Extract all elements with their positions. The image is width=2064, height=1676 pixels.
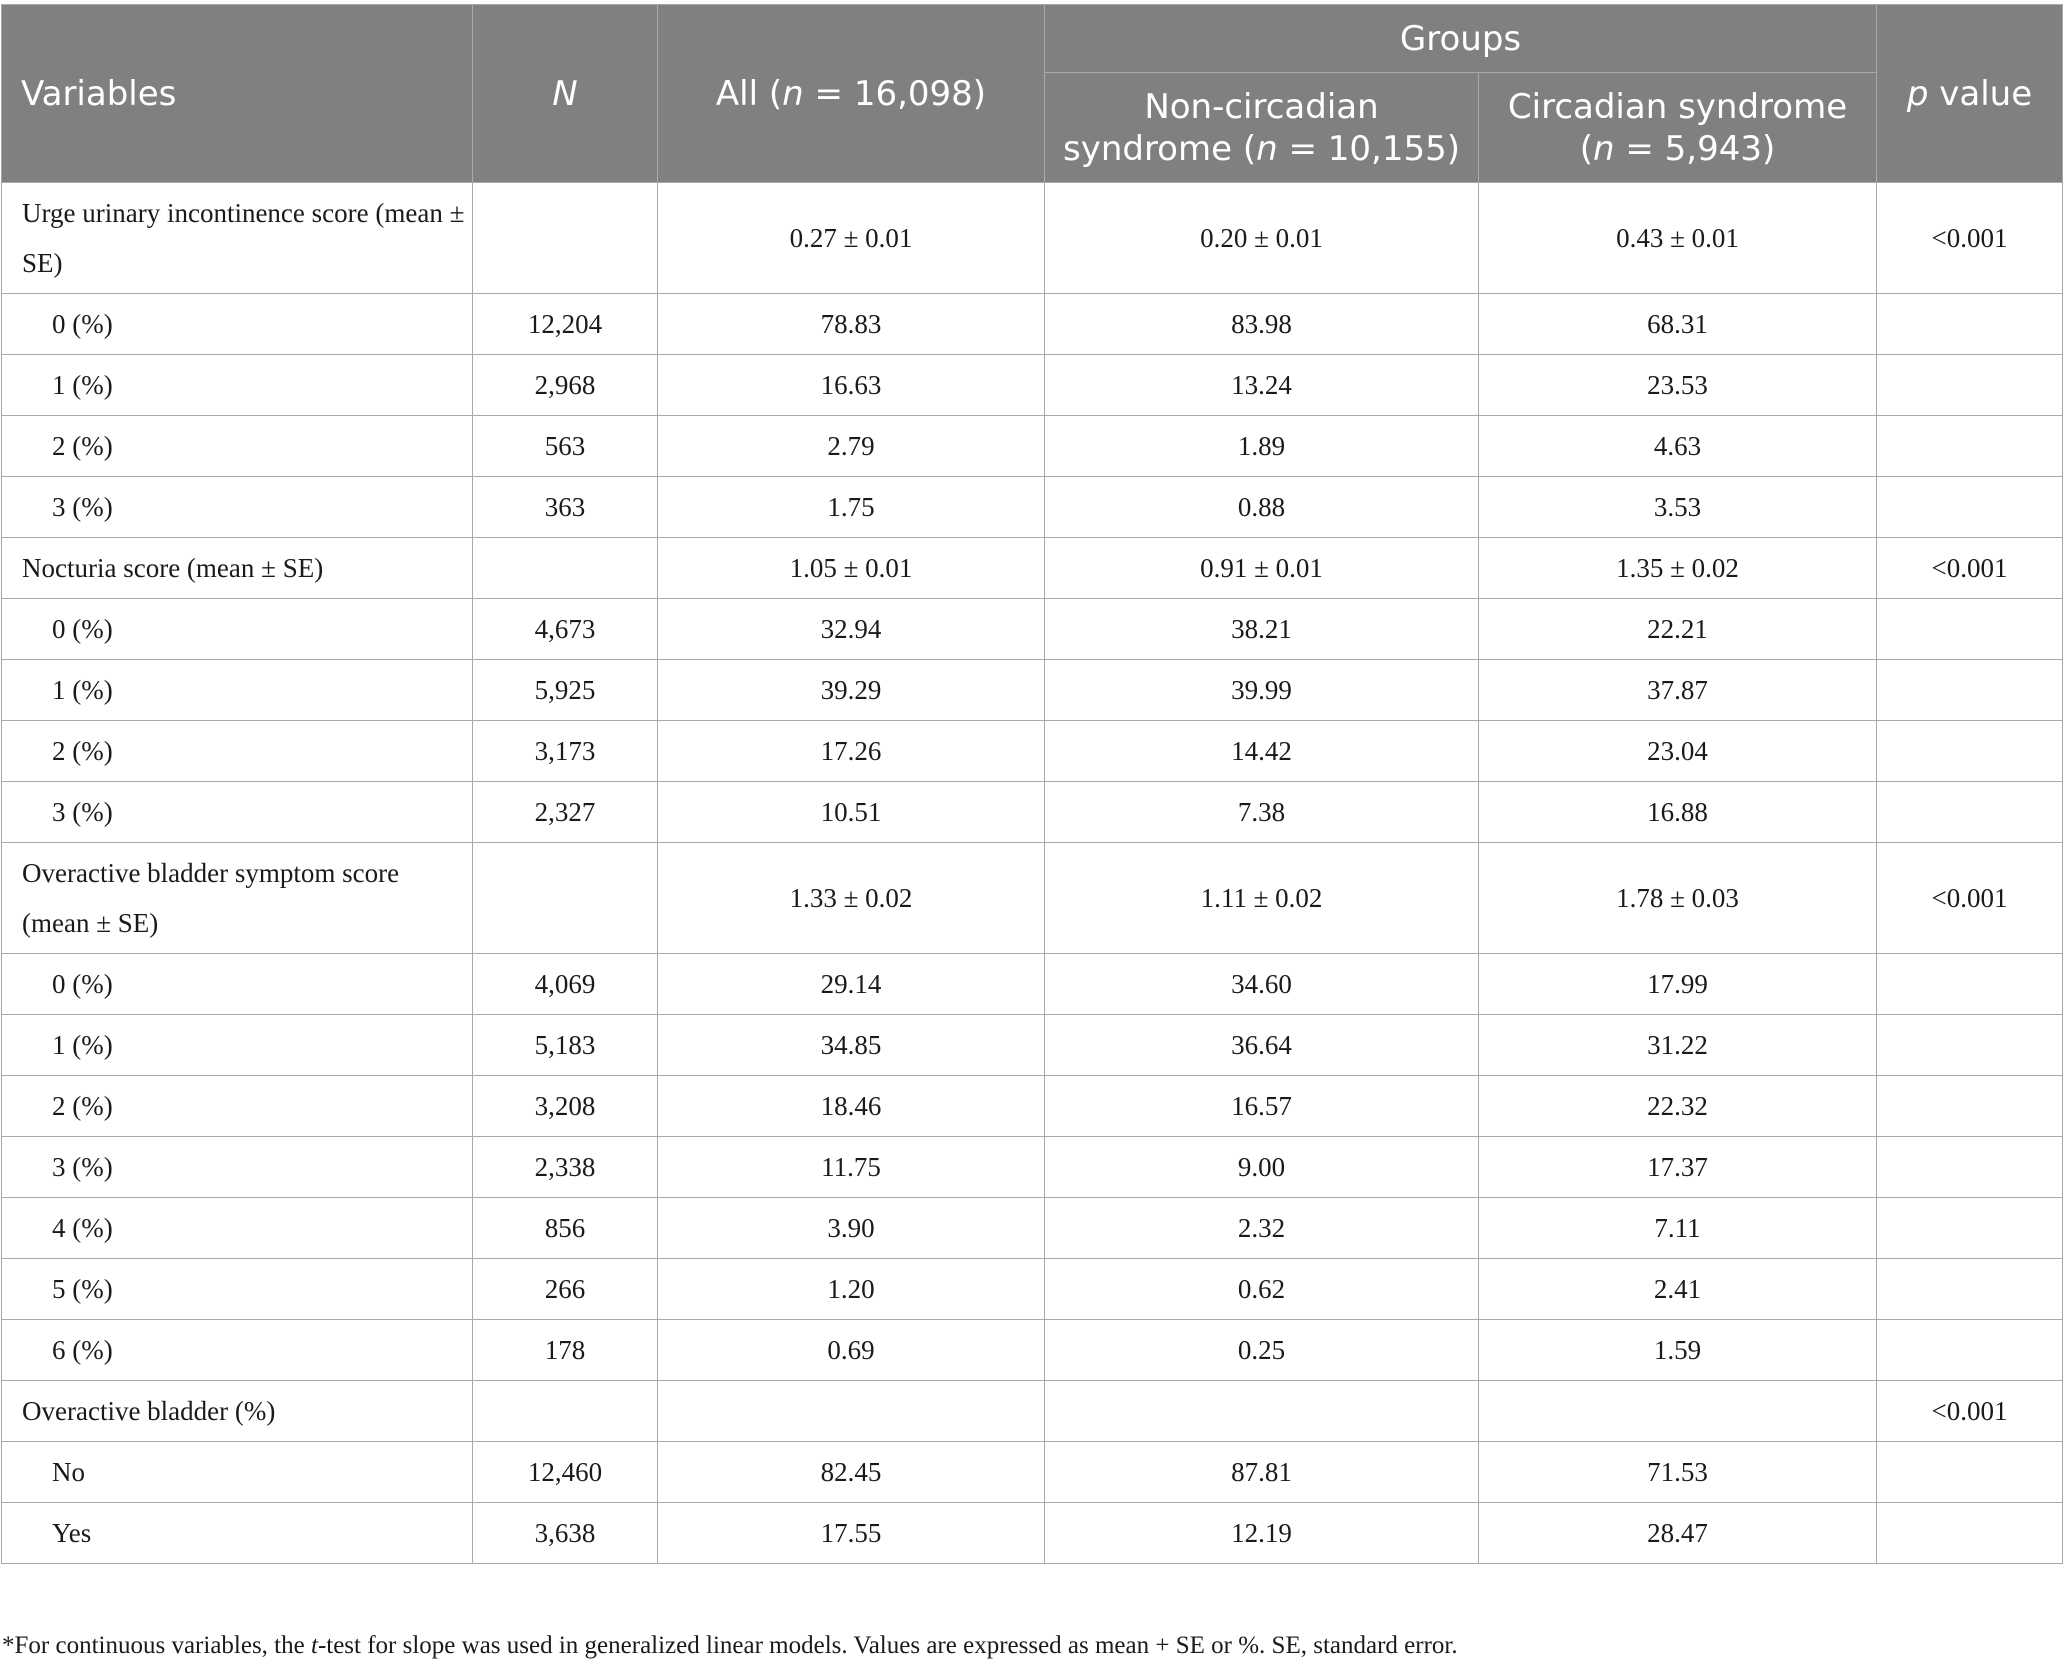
header-circadian: Circadian syndrome (n = 5,943)	[1479, 73, 1877, 183]
table-row	[2, 1198, 2063, 1259]
row-label: 3 (%)	[2, 477, 473, 538]
cell-non-circadian: 0.20 ± 0.01	[1045, 183, 1479, 294]
cell-p-value	[1877, 1137, 2063, 1198]
cell-non-circadian: 1.89	[1045, 416, 1479, 477]
cell-n: 3,173	[473, 721, 658, 782]
cell-n: 563	[473, 416, 658, 477]
cell-all: 16.63	[658, 355, 1045, 416]
cell-circadian: 28.47	[1479, 1503, 1877, 1564]
cell-n: 3,638	[473, 1503, 658, 1564]
cell-n: 4,673	[473, 599, 658, 660]
cell-non-circadian: 83.98	[1045, 294, 1479, 355]
cell-n: 3,208	[473, 1076, 658, 1137]
table-row	[2, 355, 2063, 416]
row-label: 6 (%)	[2, 1320, 473, 1381]
cell-all: 0.69	[658, 1320, 1045, 1381]
cell-n: 12,460	[473, 1442, 658, 1503]
cell-circadian: 7.11	[1479, 1198, 1877, 1259]
table-row	[2, 954, 2063, 1015]
cell-circadian: 22.21	[1479, 599, 1877, 660]
row-label: Overactive bladder symptom score (mean ± SE)	[2, 843, 473, 954]
cell-non-circadian: 38.21	[1045, 599, 1479, 660]
cell-n: 2,968	[473, 355, 658, 416]
header-non-circadian: Non-circadian syndrome (n = 10,155)	[1045, 73, 1479, 183]
cell-n	[473, 843, 658, 954]
row-label: 5 (%)	[2, 1259, 473, 1320]
cell-non-circadian	[1045, 1381, 1479, 1442]
table-row	[2, 782, 2063, 843]
cell-p-value	[1877, 294, 2063, 355]
cell-all: 1.20	[658, 1259, 1045, 1320]
row-label: 1 (%)	[2, 660, 473, 721]
table-row	[2, 1259, 2063, 1320]
cell-circadian: 1.59	[1479, 1320, 1877, 1381]
cell-n: 178	[473, 1320, 658, 1381]
row-label: 2 (%)	[2, 1076, 473, 1137]
cell-circadian: 68.31	[1479, 294, 1877, 355]
cell-non-circadian: 9.00	[1045, 1137, 1479, 1198]
cell-all: 11.75	[658, 1137, 1045, 1198]
table-row	[2, 660, 2063, 721]
cell-p-value	[1877, 1198, 2063, 1259]
row-label: Nocturia score (mean ± SE)	[2, 538, 473, 599]
cell-n: 2,327	[473, 782, 658, 843]
cell-n: 4,069	[473, 954, 658, 1015]
table-row	[2, 599, 2063, 660]
cell-p-value	[1877, 721, 2063, 782]
cell-n: 266	[473, 1259, 658, 1320]
cell-non-circadian: 7.38	[1045, 782, 1479, 843]
cell-non-circadian: 36.64	[1045, 1015, 1479, 1076]
cell-circadian: 23.04	[1479, 721, 1877, 782]
cell-circadian: 0.43 ± 0.01	[1479, 183, 1877, 294]
results-table	[1, 4, 2063, 1564]
row-label: 0 (%)	[2, 954, 473, 1015]
cell-p-value: <0.001	[1877, 1381, 2063, 1442]
cell-all: 82.45	[658, 1442, 1045, 1503]
cell-n	[473, 538, 658, 599]
cell-p-value: <0.001	[1877, 183, 2063, 294]
cell-p-value	[1877, 416, 2063, 477]
cell-non-circadian: 12.19	[1045, 1503, 1479, 1564]
cell-circadian: 1.78 ± 0.03	[1479, 843, 1877, 954]
cell-all: 78.83	[658, 294, 1045, 355]
cell-p-value	[1877, 477, 2063, 538]
cell-all	[658, 1381, 1045, 1442]
cell-n: 5,183	[473, 1015, 658, 1076]
header-variables: Variables	[2, 5, 473, 183]
cell-p-value: <0.001	[1877, 538, 2063, 599]
header-n: N	[473, 5, 658, 183]
row-label: 2 (%)	[2, 721, 473, 782]
cell-p-value	[1877, 1015, 2063, 1076]
cell-p-value	[1877, 1076, 2063, 1137]
cell-circadian: 3.53	[1479, 477, 1877, 538]
cell-non-circadian: 87.81	[1045, 1442, 1479, 1503]
cell-p-value	[1877, 782, 2063, 843]
cell-all: 39.29	[658, 660, 1045, 721]
table-row	[2, 1015, 2063, 1076]
row-label: 1 (%)	[2, 1015, 473, 1076]
cell-n	[473, 183, 658, 294]
cell-n: 2,338	[473, 1137, 658, 1198]
cell-p-value: <0.001	[1877, 843, 2063, 954]
cell-all: 1.05 ± 0.01	[658, 538, 1045, 599]
cell-p-value	[1877, 1503, 2063, 1564]
cell-p-value	[1877, 355, 2063, 416]
cell-non-circadian: 1.11 ± 0.02	[1045, 843, 1479, 954]
cell-all: 17.55	[658, 1503, 1045, 1564]
cell-n: 5,925	[473, 660, 658, 721]
table-footnote: *For continuous variables, the t-test for slope was used in generalized linear models. Values are expressed as mean + SE or %. SE, standard error.	[2, 1632, 1458, 1659]
table-row	[2, 1137, 2063, 1198]
cell-all: 32.94	[658, 599, 1045, 660]
row-label: 0 (%)	[2, 294, 473, 355]
cell-non-circadian: 13.24	[1045, 355, 1479, 416]
cell-n: 856	[473, 1198, 658, 1259]
cell-p-value	[1877, 660, 2063, 721]
cell-circadian: 17.37	[1479, 1137, 1877, 1198]
row-label: Overactive bladder (%)	[2, 1381, 473, 1442]
cell-non-circadian: 39.99	[1045, 660, 1479, 721]
cell-circadian: 2.41	[1479, 1259, 1877, 1320]
row-label: 3 (%)	[2, 782, 473, 843]
table-row	[2, 1442, 2063, 1503]
cell-non-circadian: 34.60	[1045, 954, 1479, 1015]
cell-n: 363	[473, 477, 658, 538]
cell-all: 10.51	[658, 782, 1045, 843]
cell-all: 3.90	[658, 1198, 1045, 1259]
row-label: 3 (%)	[2, 1137, 473, 1198]
cell-p-value	[1877, 599, 2063, 660]
row-label: 4 (%)	[2, 1198, 473, 1259]
cell-all: 2.79	[658, 416, 1045, 477]
cell-all: 1.75	[658, 477, 1045, 538]
cell-non-circadian: 2.32	[1045, 1198, 1479, 1259]
cell-circadian: 1.35 ± 0.02	[1479, 538, 1877, 599]
table-body	[2, 183, 2063, 1564]
cell-circadian: 37.87	[1479, 660, 1877, 721]
table-row	[2, 1381, 2063, 1442]
cell-circadian: 31.22	[1479, 1015, 1877, 1076]
cell-non-circadian: 16.57	[1045, 1076, 1479, 1137]
row-label: 1 (%)	[2, 355, 473, 416]
cell-all: 29.14	[658, 954, 1045, 1015]
table-row	[2, 1076, 2063, 1137]
table-row	[2, 1503, 2063, 1564]
row-label: Yes	[2, 1503, 473, 1564]
cell-p-value	[1877, 954, 2063, 1015]
cell-non-circadian: 0.62	[1045, 1259, 1479, 1320]
row-label: No	[2, 1442, 473, 1503]
cell-p-value	[1877, 1442, 2063, 1503]
cell-all: 0.27 ± 0.01	[658, 183, 1045, 294]
row-label: 2 (%)	[2, 416, 473, 477]
cell-circadian: 4.63	[1479, 416, 1877, 477]
table-row	[2, 538, 2063, 599]
cell-p-value	[1877, 1320, 2063, 1381]
header-p-value: p value	[1877, 5, 2063, 183]
cell-non-circadian: 0.91 ± 0.01	[1045, 538, 1479, 599]
table-row	[2, 294, 2063, 355]
cell-non-circadian: 14.42	[1045, 721, 1479, 782]
cell-non-circadian: 0.25	[1045, 1320, 1479, 1381]
table-header	[2, 5, 2063, 183]
cell-circadian	[1479, 1381, 1877, 1442]
header-all: All (n = 16,098)	[658, 5, 1045, 183]
cell-circadian: 22.32	[1479, 1076, 1877, 1137]
row-label: Urge urinary incontinence score (mean ± SE)	[2, 183, 473, 294]
table-row	[2, 721, 2063, 782]
cell-circadian: 17.99	[1479, 954, 1877, 1015]
cell-n: 12,204	[473, 294, 658, 355]
row-label: 0 (%)	[2, 599, 473, 660]
cell-non-circadian: 0.88	[1045, 477, 1479, 538]
cell-all: 34.85	[658, 1015, 1045, 1076]
table-row	[2, 1320, 2063, 1381]
cell-circadian: 71.53	[1479, 1442, 1877, 1503]
table-row	[2, 416, 2063, 477]
cell-all: 17.26	[658, 721, 1045, 782]
cell-circadian: 16.88	[1479, 782, 1877, 843]
cell-circadian: 23.53	[1479, 355, 1877, 416]
cell-p-value	[1877, 1259, 2063, 1320]
table-row	[2, 843, 2063, 954]
table-row	[2, 183, 2063, 294]
cell-all: 1.33 ± 0.02	[658, 843, 1045, 954]
header-groups: Groups	[1045, 5, 1877, 73]
cell-all: 18.46	[658, 1076, 1045, 1137]
table-row	[2, 477, 2063, 538]
cell-n	[473, 1381, 658, 1442]
